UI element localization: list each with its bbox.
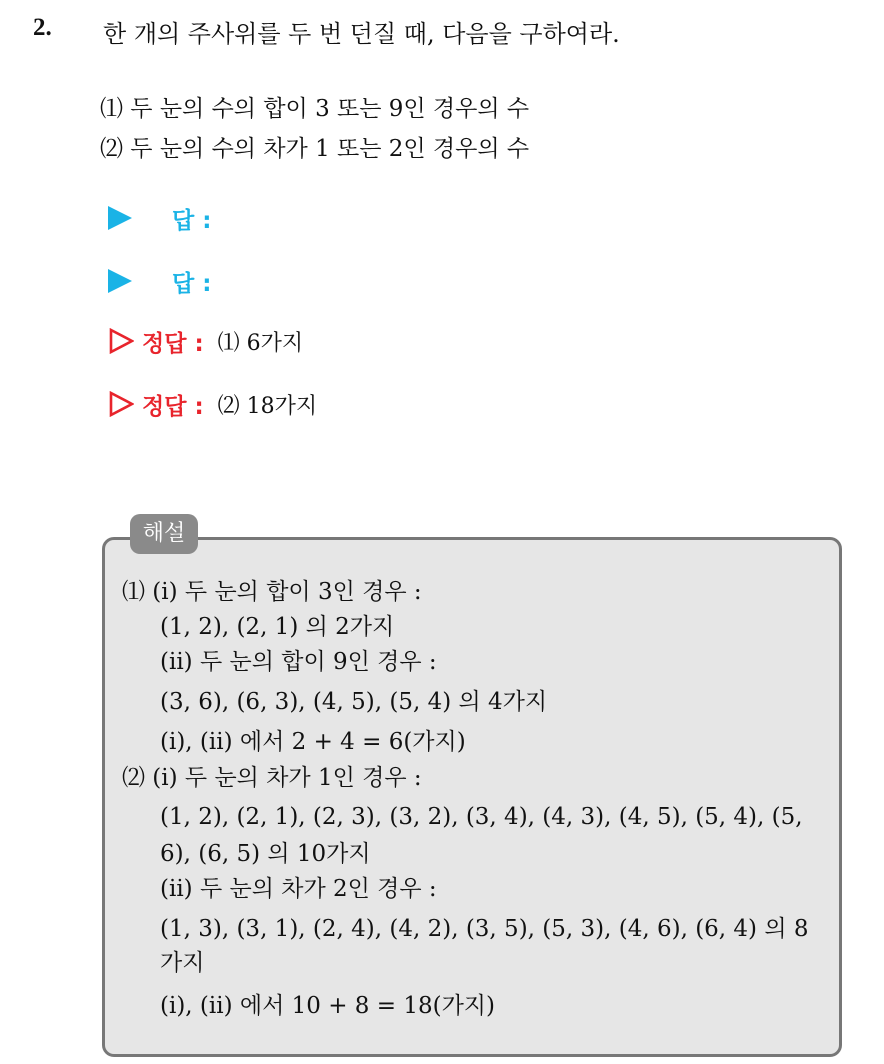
solution-line: ⑵ (i) 두 눈의 차가 1인 경우 : [122, 765, 422, 791]
solution-line: (3, 6), (6, 3), (4, 5), (5, 4) 의 4가지 [160, 689, 548, 715]
solution-line: 6), (6, 5) 의 10가지 [160, 841, 371, 867]
correct-label: 정답 : [142, 393, 204, 420]
solution-line: (i), (ii) 에서 2 + 4 = 6(가지) [160, 729, 466, 755]
solid-triangle-icon [108, 269, 132, 293]
solution-line: (1, 2), (2, 1), (2, 3), (3, 2), (3, 4), (4, 3), (4, 5), (5, 4), (5, [160, 804, 803, 830]
correct-value-2: ⑵ 18가지 [217, 393, 318, 419]
answer-field-2[interactable] [108, 266, 211, 296]
outline-triangle-icon [108, 328, 134, 354]
solid-triangle-icon [108, 206, 132, 230]
sub-question-1: ⑴ 두 눈의 수의 합이 3 또는 9인 경우의 수 [100, 96, 530, 122]
answer-field-1[interactable] [108, 203, 211, 233]
question-text: 한 개의 주사위를 두 번 던질 때, 다음을 구하여라. [103, 20, 620, 48]
answer-label: 답 : [172, 207, 212, 234]
correct-answer-2 [108, 389, 317, 419]
solution-line: (1, 3), (3, 1), (2, 4), (4, 2), (3, 5), (5, 3), (4, 6), (6, 4) 의 8 [160, 916, 809, 942]
sub-question-2: ⑵ 두 눈의 수의 차가 1 또는 2인 경우의 수 [100, 136, 530, 162]
correct-answer-1 [108, 326, 303, 356]
solution-tab: 해설 [130, 514, 198, 554]
correct-value-1: ⑴ 6가지 [217, 330, 304, 356]
solution-line: ⑴ (i) 두 눈의 합이 3인 경우 : [122, 579, 422, 605]
solution-line: (ii) 두 눈의 차가 2인 경우 : [160, 876, 437, 902]
solution-line: (1, 2), (2, 1) 의 2가지 [160, 614, 395, 640]
outline-triangle-icon [108, 391, 134, 417]
solution-line: (i), (ii) 에서 10 + 8 = 18(가지) [160, 993, 495, 1019]
correct-label: 정답 : [142, 330, 204, 357]
question-number: 2. [33, 14, 52, 41]
answer-label: 답 : [172, 270, 212, 297]
solution-line: 가지 [160, 950, 205, 976]
solution-line: (ii) 두 눈의 합이 9인 경우 : [160, 649, 437, 675]
